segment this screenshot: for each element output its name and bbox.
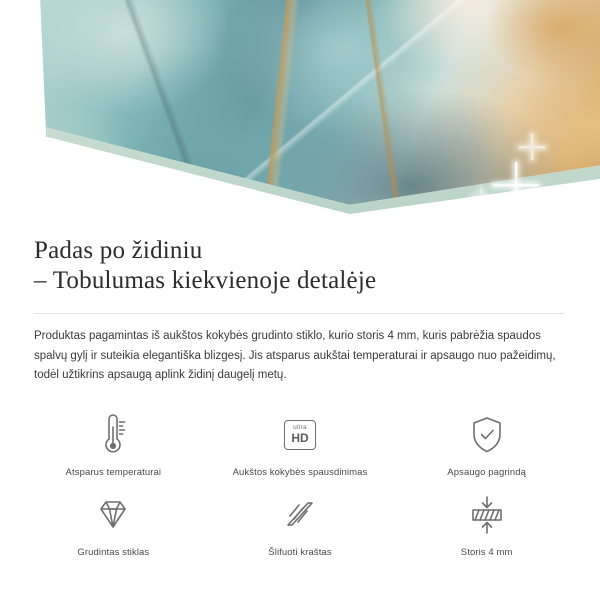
hero-product-image — [0, 0, 600, 222]
ultra-hd-badge-bottom: HD — [291, 431, 309, 446]
thermometer-icon — [96, 412, 130, 458]
feature-label: Šlifuoti kraštas — [268, 546, 332, 558]
feature-item-polished-edges — [207, 492, 394, 558]
thickness-arrows-icon — [467, 492, 507, 538]
ultra-hd-badge-top: ultra — [293, 423, 307, 431]
feature-label: Atsparus temperaturai — [65, 466, 162, 478]
feature-grid — [0, 412, 600, 558]
page-title — [34, 236, 566, 296]
polished-edges-icon — [280, 492, 320, 538]
feature-label: Grudintas stiklas — [77, 546, 150, 558]
page-title-line-1: Padas po židiniu — [34, 237, 203, 264]
diamond-icon — [93, 492, 133, 538]
feature-item-tempered-glass — [20, 492, 207, 558]
feature-label: Aukštos kokybės spausdinimas — [232, 466, 368, 478]
feature-item-thickness — [393, 492, 580, 558]
feature-item-surface-protection — [393, 412, 580, 478]
description-paragraph: Produktas pagamintas iš aukštos kokybės grudinto stiklo, kurio storis 4 mm, kuris pabrėžia spaudos spalvų gylį ir suteikia elegantiška blizgesį. Jis atsparus aukštai temperaturai ir apsaugo nuo pažeidimų, todėl užtikrins apsaugą aplink židinį daugelį metų. — [34, 330, 556, 381]
page-title-line-2: – Tobulumas kiekvienoje detalėje — [34, 267, 377, 294]
divider — [34, 313, 565, 314]
description-content — [0, 236, 600, 386]
feature-item-high-quality-print — [207, 412, 394, 478]
shield-check-icon — [469, 412, 505, 458]
ultra-hd-icon — [284, 412, 316, 458]
feature-label: Storis 4 mm — [460, 546, 513, 558]
feature-item-temperature-resistant — [20, 412, 207, 478]
feature-label: Apsaugo pagrindą — [447, 466, 527, 478]
